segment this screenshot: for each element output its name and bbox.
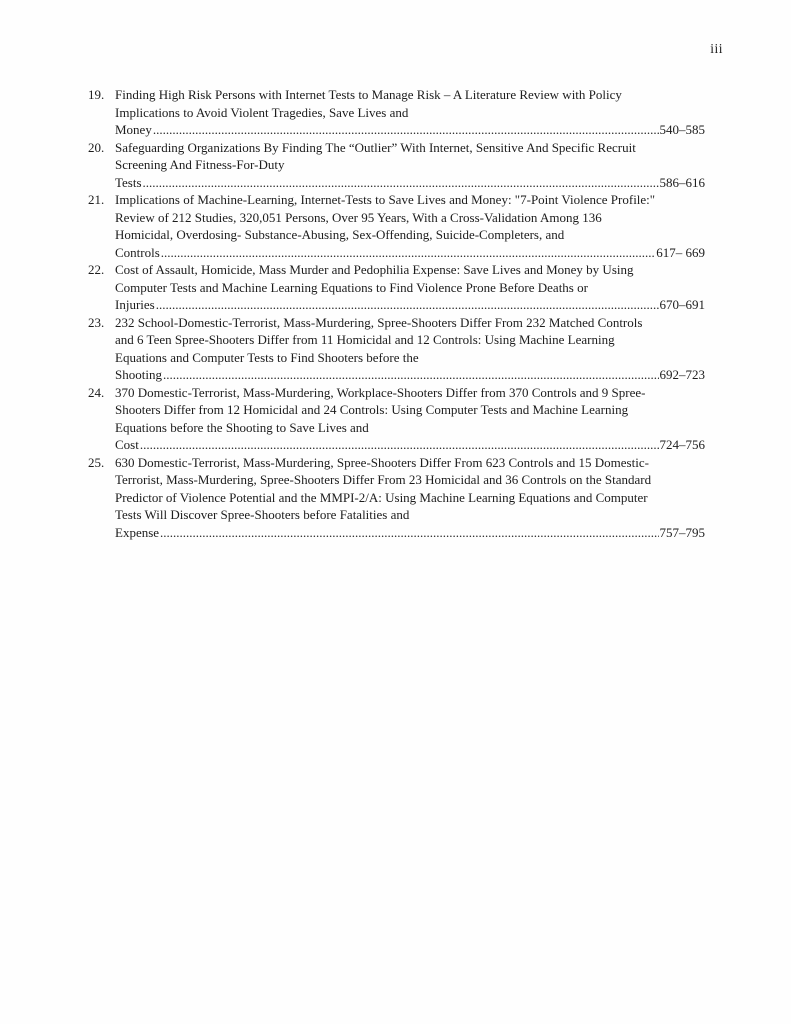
toc-entry-leader-line	[115, 366, 705, 384]
toc-entry	[88, 454, 705, 542]
toc-entry-body	[115, 191, 705, 261]
toc-entry-number: 19.	[88, 87, 105, 102]
toc-entry-leader-line	[115, 436, 705, 454]
toc-entry	[88, 86, 705, 139]
toc-entry-line: Homicidal, Overdosing- Substance-Abusing, Sex-Offending, Suicide-Completers, and	[115, 227, 565, 242]
toc-entry-line: 630 Domestic-Terrorist, Mass-Murdering, Spree-Shooters Differ From 623 Controls and 15 Domestic-	[115, 454, 649, 470]
toc-entry-line: Finding High Risk Persons with Internet Tests to Manage Risk – A Literature Review with Policy	[115, 87, 622, 102]
toc-entry-leader-line	[115, 174, 705, 192]
toc-entry-leader-word: Expense	[115, 524, 160, 540]
dot-leader	[163, 366, 659, 384]
toc-entry-line: Cost of Assault, Homicide, Mass Murder and Pedophilia Expense: Save Lives and Money by Using	[115, 262, 634, 277]
toc-entry-body	[115, 384, 705, 454]
toc-entry-number: 25.	[88, 454, 105, 470]
toc-entry-number: 22.	[88, 262, 105, 277]
toc-entry	[88, 314, 705, 384]
toc-entry-leader-line	[115, 296, 705, 314]
toc-list	[88, 86, 705, 541]
toc-entry-leader-word: Tests	[115, 174, 142, 190]
toc-entry-body	[115, 86, 705, 139]
toc-entry-line: Safeguarding Organizations By Finding The “Outlier” With Internet, Sensitive And Specific Recruit	[115, 139, 636, 155]
toc-entry-page-range: 724–756	[659, 437, 705, 452]
toc-entry-line: and 6 Teen Spree-Shooters Differ from 11 Homicidal and 12 Controls: Using Machine Learning	[115, 332, 615, 347]
toc-entry-leader-word: Money	[115, 122, 152, 137]
toc-entry-line: Screening And Fitness-For-Duty	[115, 157, 285, 172]
toc-entry-line: Predictor of Violence Potential and the MMPI-2/A: Using Machine Learning Equations and Computer	[115, 489, 648, 505]
toc-entry-number: 24.	[88, 384, 105, 400]
toc-entry-line: Tests Will Discover Spree-Shooters before Fatalities and	[115, 507, 410, 522]
dot-leader	[140, 436, 659, 454]
toc-entry	[88, 384, 705, 454]
dot-leader	[160, 524, 658, 542]
dot-leader	[161, 244, 655, 262]
toc-entry-page-range: 617– 669	[656, 244, 705, 260]
toc-entry-line: 232 School-Domestic-Terrorist, Mass-Murdering, Spree-Shooters Differ From 232 Matched Controls	[115, 314, 643, 330]
toc-entry-line: Terrorist, Mass-Murdering, Spree-Shooters Differ From 23 Homicidal and 36 Controls on the Standard	[115, 472, 652, 487]
toc-entry-line: Equations and Computer Tests to Find Shooters before the	[115, 349, 419, 365]
toc-entry-body	[115, 139, 705, 192]
toc-entry-page-range: 540–585	[659, 122, 705, 137]
page-number: iii	[710, 41, 723, 56]
dot-leader	[156, 296, 659, 314]
toc-entry-page-range: 586–616	[659, 174, 705, 190]
toc-entry-leader-word: Shooting	[115, 367, 162, 382]
toc-entry	[88, 261, 705, 314]
toc-entry-number: 20.	[88, 139, 105, 155]
toc-entry-line: Review of 212 Studies, 320,051 Persons, Over 95 Years, With a Cross-Validation Among 136	[115, 209, 602, 225]
toc-entry	[88, 139, 705, 192]
toc-entry-page-range: 692–723	[659, 367, 705, 382]
toc-entry-leader-word: Injuries	[115, 297, 155, 312]
toc-entry-line: Shooters Differ from 12 Homicidal and 24 Controls: Using Computer Tests and Machine Learning	[115, 402, 629, 417]
toc-entry-number: 23.	[88, 314, 105, 330]
toc-entry-number: 21.	[88, 192, 105, 207]
toc-entry	[88, 191, 705, 261]
toc-entry-body	[115, 261, 705, 314]
toc-entry-line: 370 Domestic-Terrorist, Mass-Murdering, Workplace-Shooters Differ from 370 Controls and 9 Spree-	[115, 384, 646, 400]
toc-entry-line: Implications of Machine-Learning, Internet-Tests to Save Lives and Money: "7-Point Violence Profile:"	[115, 192, 656, 207]
toc-entry-page-range: 757–795	[659, 524, 705, 540]
toc-entry-line: Computer Tests and Machine Learning Equations to Find Violence Prone Before Deaths or	[115, 279, 588, 295]
toc-entry-page-range: 670–691	[659, 297, 705, 312]
toc-entry-leader-word: Controls	[115, 244, 160, 260]
dot-leader	[143, 174, 659, 192]
toc-entry-line: Equations before the Shooting to Save Lives and	[115, 419, 369, 435]
toc-entry-leader-line	[115, 244, 705, 262]
toc-entry-leader-line	[115, 121, 705, 139]
toc-entry-line: Implications to Avoid Violent Tragedies, Save Lives and	[115, 104, 409, 120]
toc-entry-leader-word: Cost	[115, 437, 139, 452]
toc-entry-leader-line	[115, 524, 705, 542]
toc-entry-body	[115, 314, 705, 384]
toc-entry-body	[115, 454, 705, 542]
dot-leader	[153, 121, 659, 139]
